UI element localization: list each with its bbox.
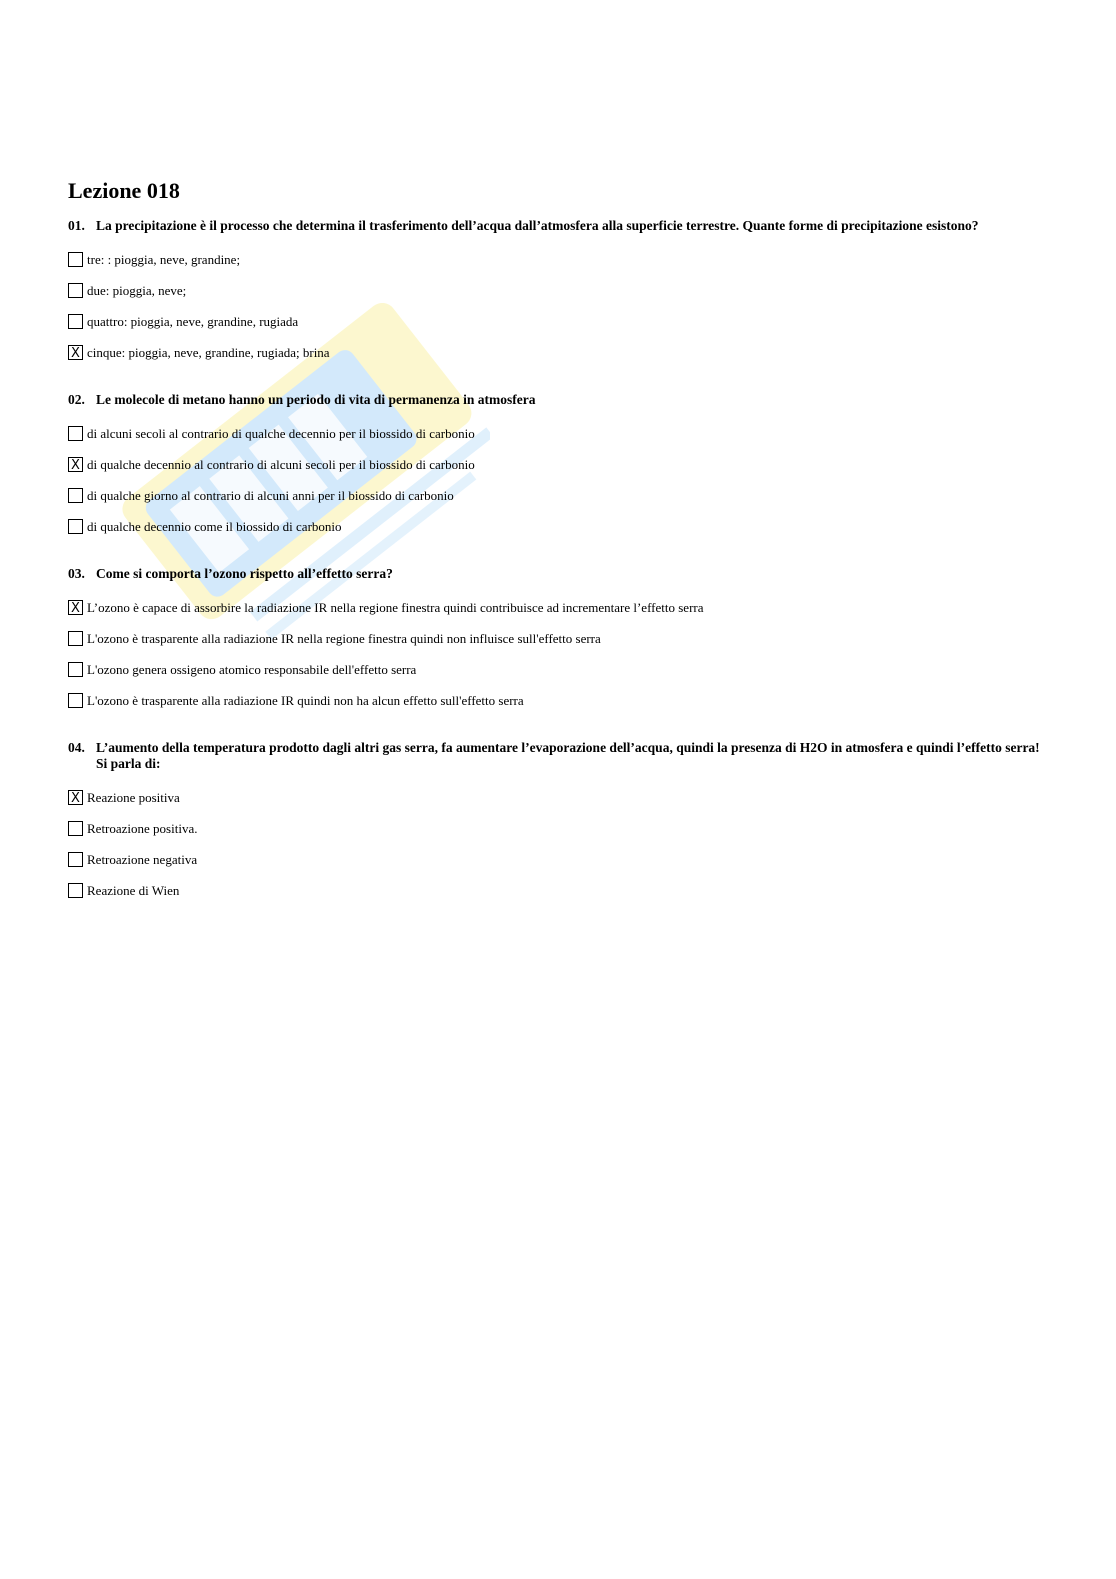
- answer-checkbox[interactable]: X: [68, 457, 83, 472]
- question-number: 01.: [68, 218, 85, 234]
- answer-label: di qualche giorno al contrario di alcuni anni per il biossido di carbonio: [87, 487, 454, 503]
- question-text: [68, 218, 1048, 234]
- answer-option: [68, 275, 1048, 306]
- lesson-title: Lezione 018: [68, 178, 180, 203]
- question-number: 04.: [68, 740, 85, 756]
- answer-label: L’ozono è capace di assorbire la radiazione IR nella regione finestra quindi contribuisce ad incrementare l’effetto serra: [87, 599, 704, 615]
- answer-options: [68, 418, 1048, 542]
- answer-options: [68, 782, 1048, 906]
- answer-option: [68, 337, 1048, 368]
- answer-checkbox[interactable]: [68, 693, 83, 708]
- answer-options: [68, 244, 1048, 368]
- question-block: [68, 566, 1048, 716]
- question-text: [68, 566, 1048, 582]
- answer-checkbox[interactable]: X: [68, 600, 83, 615]
- answer-option: [68, 844, 1048, 875]
- answer-label: Reazione di Wien: [87, 882, 180, 898]
- answer-label: di qualche decennio come il biossido di carbonio: [87, 518, 342, 534]
- question-text: [68, 392, 1048, 408]
- question-body: Le molecole di metano hanno un periodo di vita di permanenza in atmosfera: [96, 392, 536, 408]
- answer-checkbox[interactable]: [68, 662, 83, 677]
- question-body: La precipitazione è il processo che determina il trasferimento dell’acqua dall’atmosfera alla superficie terrestre. Quante forme di precipitazione esistono?: [96, 218, 979, 234]
- answer-option: [68, 813, 1048, 844]
- answer-label: Retroazione negativa: [87, 851, 198, 867]
- answer-option: [68, 654, 1048, 685]
- answer-checkbox[interactable]: [68, 252, 83, 267]
- answer-option: [68, 685, 1048, 716]
- answer-option: [68, 782, 1048, 813]
- answer-checkbox[interactable]: X: [68, 345, 83, 360]
- answer-options: [68, 592, 1048, 716]
- question-block: [68, 392, 1048, 542]
- answer-checkbox[interactable]: [68, 852, 83, 867]
- answer-option: [68, 511, 1048, 542]
- answer-label: di alcuni secoli al contrario di qualche decennio per il biossido di carbonio: [87, 425, 475, 441]
- question-text: [68, 740, 1048, 772]
- answer-checkbox[interactable]: X: [68, 790, 83, 805]
- answer-label: L'ozono è trasparente alla radiazione IR quindi non ha alcun effetto sull'effetto serra: [87, 692, 524, 708]
- answer-label: due: pioggia, neve;: [87, 282, 187, 298]
- document-body: [68, 178, 1048, 930]
- answer-checkbox[interactable]: [68, 821, 83, 836]
- answer-label: cinque: pioggia, neve, grandine, rugiada; brina: [87, 344, 330, 360]
- answer-option: [68, 592, 1048, 623]
- answer-label: quattro: pioggia, neve, grandine, rugiada: [87, 313, 299, 329]
- answer-checkbox[interactable]: [68, 314, 83, 329]
- question-block: [68, 218, 1048, 368]
- answer-checkbox[interactable]: [68, 426, 83, 441]
- answer-label: di qualche decennio al contrario di alcuni secoli per il biossido di carbonio: [87, 456, 475, 472]
- answer-option: [68, 480, 1048, 511]
- answer-checkbox[interactable]: [68, 631, 83, 646]
- answer-checkbox[interactable]: [68, 519, 83, 534]
- answer-checkbox[interactable]: [68, 883, 83, 898]
- question-body: L’aumento della temperatura prodotto dagli altri gas serra, fa aumentare l’evaporazione dell’acqua, quindi la presenza di H2O in atmosfera e quindi l’effetto serra! Si parla di:: [96, 740, 1040, 772]
- question-number: 02.: [68, 392, 85, 408]
- answer-label: Reazione positiva: [87, 789, 180, 805]
- answer-checkbox[interactable]: [68, 488, 83, 503]
- answer-option: [68, 306, 1048, 337]
- answer-label: tre: : pioggia, neve, grandine;: [87, 251, 241, 267]
- question-block: [68, 740, 1048, 906]
- answer-label: L'ozono genera ossigeno atomico responsabile dell'effetto serra: [87, 661, 417, 677]
- question-number: 03.: [68, 566, 85, 582]
- answer-option: [68, 244, 1048, 275]
- answer-option: [68, 418, 1048, 449]
- question-body: Come si comporta l’ozono rispetto all’effetto serra?: [96, 566, 393, 582]
- answer-option: [68, 875, 1048, 906]
- answer-option: [68, 623, 1048, 654]
- answer-label: L'ozono è trasparente alla radiazione IR nella regione finestra quindi non influisce sull'effetto serra: [87, 630, 601, 646]
- answer-label: Retroazione positiva.: [87, 820, 198, 836]
- answer-checkbox[interactable]: [68, 283, 83, 298]
- answer-option: [68, 449, 1048, 480]
